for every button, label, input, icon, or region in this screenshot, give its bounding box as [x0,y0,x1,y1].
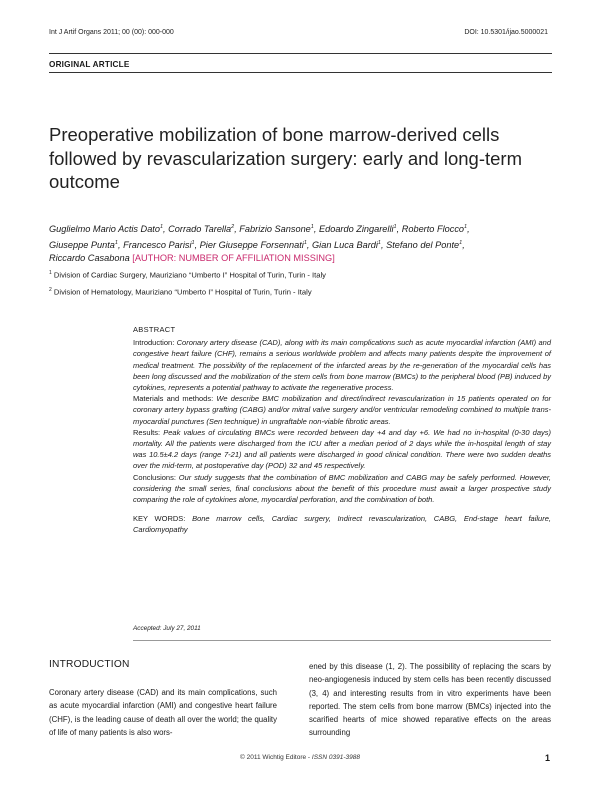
author: Gian Luca Bardi$^1$ [312,239,381,250]
author: Pier Giuseppe Forsennati$^1$ [199,239,307,250]
accepted-date: Accepted: July 27, 2011 [133,625,201,632]
journal-citation: Int J Artif Organs 2011; 00 (00): 000-000 [49,29,174,36]
introduction-left-column: Coronary artery disease (CAD) and its main complications, such as acute myocardial infarction (AMI) and congestive heart failure (CHF), is the leading cause of death all over the world; the quality of life of many patients is also wors- [49,688,277,737]
abstract-results: Results: Peak values of circulating BMCs were recorded between day +4 and day +6. We had no in-hospital (0-30 days) mortality. All the patients were discharged from the ICU after a median period of 2 days while the in-hospital length of stay was 10.5±4.2 days (range 7-21) and all patients were discharged in good clinical condition. There were two sudden deaths over the mid-term, at postoperative day (POD) 32 and 45 respectively. [133,427,551,471]
page-number: 1 [544,753,550,763]
author: Roberto Flocco$^1$ [401,224,468,235]
author-list: Guglielmo Mario Actis Dato$^1$, Corrado Tarella$^2$, Fabrizio Sansone$^1$, Edoardo Zingarelli$^1$, Roberto Flocco$^1$, Giuseppe Punta$^1$, Francesco Parisi$^1$, Pier Giuseppe Forsennati$^1$, Gian Luca Bardi$^1$, Stefano del Ponte$^1$, Riccardo Casabona [AUTHOR: NUMBER OF AFFILIATION MISSING] [49,224,470,264]
author: Stefano del Ponte$^1$ [386,239,463,250]
abstract [133,324,551,536]
introduction-heading: INTRODUCTION [49,659,130,670]
author: Edoardo Zingarelli$^1$ [318,224,397,235]
abstract-introduction: Introduction: Coronary artery disease (CAD), along with its main complications such as acute myocardial infarction (AMI) and congestive heart failure (CHF), remains a serious worldwide problem and affects many patients despite the improvement of medical treatment. The possibility of the replacement of the infarcted areas by the re-generation of the myocardial cells has been long discussed and the mobilization of the stem cells from bone marrow (BMCs) to the peripheral blood (PB) induced by cytokines, represents a potential pathway to activate the regenerative process. [133,338,551,393]
header-rule [49,53,552,54]
article-title: Preoperative mobilization of bone marrow-derived cells followed by revascularization surgery: early and long-term outcome [49,124,522,192]
author: Fabrizio Sansone$^1$ [239,224,314,235]
author: Francesco Parisi$^1$ [123,239,195,250]
author-missing-note: [AUTHOR: NUMBER OF AFFILIATION MISSING] [132,253,335,264]
affiliation: $^1$ Division of Cardiac Surgery, Mauriziano “Umberto I” Hospital of Turin, Turin - Italy [49,270,326,280]
abstract-heading: ABSTRACT [133,325,176,334]
abstract-rule [133,640,551,641]
section-label: ORIGINAL ARTICLE [49,60,130,69]
abstract-conclusions: Conclusions: Our study suggests that the combination of BMC mobilization and CABG may be safely performed. However, considering the small series, final conclusions about the benefit of this procedure must await a larger prospective study comparing the role of cytokines alone, myocardial perforation, and the combination of both. [133,472,551,505]
keywords: KEY WORDS: Bone marrow cells, Cardiac surgery, Indirect revascularization, CABG, End-stage heart failure, Cardiomyopathy [133,514,551,535]
author: Riccardo Casabona [49,253,130,264]
affiliation: $^2$ Division of Hematology, Mauriziano “Umberto I” Hospital of Turin, Turin - Italy [49,287,312,297]
author: Guglielmo Mario Actis Dato$^1$ [49,224,164,235]
introduction-right-column: ened by this disease (1, 2). The possibility of replacing the scars by neo-angiogenesis induced by stem cells has been recently discussed (3, 4) and interesting results from in vitro experiments have been reported. The stem cells from bone marrow (BMCs) injected into the scarified hearts of mice showed reparative effects on the areas surrounding [309,662,551,738]
doi: DOI: 10.5301/ijao.5000021 [464,29,548,36]
author: Giuseppe Punta$^1$ [49,239,118,250]
abstract-methods: Materials and methods: We describe BMC mobilization and direct/indirect revascularization in 15 patients operated on for coronary artery bypass grafting (CABG) and/or mitral valve surgery and/or ventricular remodeling combined to multiple trans-myocardial punctures (Sen technique) in ungraftable non-viable fibrotic areas. [133,394,551,426]
section-rule [49,72,552,73]
author: Corrado Tarella$^2$ [168,224,235,235]
footer-copyright: © 2011 Wichtig Editore - ISSN 0391-3988 [240,754,360,761]
